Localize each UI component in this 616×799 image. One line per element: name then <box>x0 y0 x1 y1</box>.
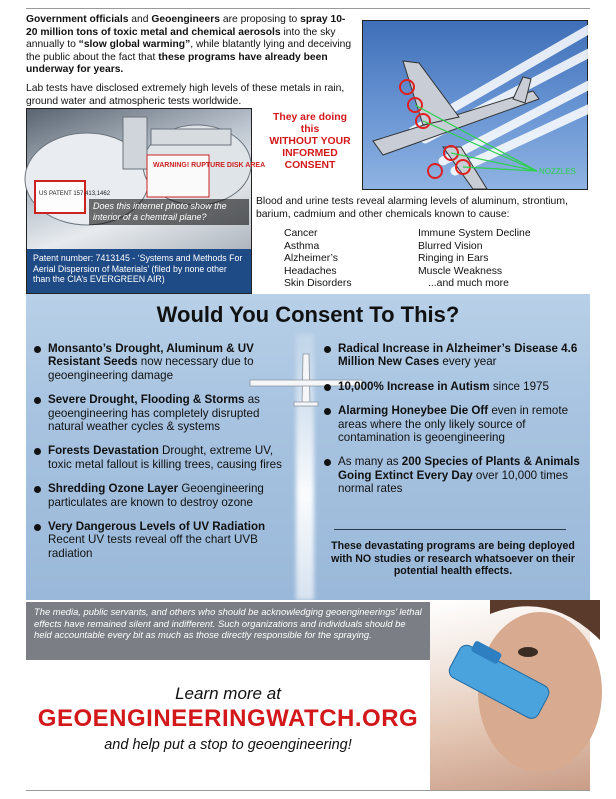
condition-item: Asthma <box>284 240 320 252</box>
intro-text-lying: , while blatantly lying and deceiving the public about the fact that <box>26 39 352 63</box>
bullet-text: Recent UV tests reveal off the chart UVB radiation <box>48 533 258 560</box>
list-item <box>34 342 292 382</box>
child-inhaler-photo <box>430 600 590 790</box>
intro-emphasis-underway: these programs have already been underway for years. <box>26 51 328 76</box>
left-bullet-list <box>34 342 292 571</box>
intro-paragraph-1 <box>26 14 356 77</box>
list-item <box>34 444 292 471</box>
condition-item: Ringing in Ears <box>418 253 489 265</box>
patent-tag-label: US PATENT 157,413,1462 <box>39 191 111 197</box>
child-illustration <box>430 600 590 790</box>
intro-emphasis-spray: spray 10-20 million tons of toxic metal and chemical aerosols <box>26 14 346 38</box>
conditions-list <box>284 228 584 291</box>
list-item <box>324 342 582 369</box>
band-divider <box>334 529 566 530</box>
consent-note-line-2: WITHOUT YOUR INFORMED CONSENT <box>269 136 351 171</box>
intro-text-annually: into the sky annually to <box>26 26 336 51</box>
condition-item: Alzheimer’s <box>284 253 338 265</box>
consent-note-line-1: They are doing this <box>273 112 347 135</box>
tank-photo <box>26 108 266 294</box>
tank-photo-question: Does this internet photo show the interior of a chemtrail plane? <box>89 199 249 225</box>
bullet-text: even in remote areas where the only likely source of contamination is geoengineering <box>338 404 569 445</box>
blood-tests-text: Blood and urine tests reveal alarming levels of aluminum, strontium, barium, cadmium and other chemicals known to cause: <box>256 196 568 220</box>
bullet-heading: 10,000% Increase in Autism <box>338 379 490 393</box>
intro-emphasis-geoengineers: Geoengineers <box>151 14 220 25</box>
intro-text <box>26 14 356 114</box>
consent-band <box>26 294 590 600</box>
accountability-note: The media, public servants, and others who should be acknowledging geoengineerings’ lethal effects have remained silent and indifferent. Such organizations and individuals should be held accountable every bit as much as those directly responsible for the spraying. <box>26 602 430 660</box>
intro-emphasis-officials: Government officials <box>26 14 129 25</box>
plane-photo <box>362 20 588 190</box>
list-item <box>324 380 582 393</box>
bullet-text: as geoengineering has completely disrupted natural weather cycles & systems <box>48 393 260 434</box>
bullet-text: since 1975 <box>489 379 549 393</box>
bullet-heading: Shredding Ozone Layer <box>48 482 179 496</box>
call-to-action: and help put a stop to geoengineering! <box>104 737 352 753</box>
consent-note <box>268 112 352 172</box>
band-title: Would You Consent To This? <box>156 302 460 327</box>
intro-text-and: and <box>128 14 152 25</box>
list-item <box>324 404 582 444</box>
bullet-prefix: As many as <box>338 455 402 469</box>
bullet-text: Drought, extreme UV, toxic metal fallout is killing trees, causing fires <box>48 444 282 471</box>
condition-item: Immune System Decline <box>418 228 531 239</box>
bullet-heading: Alarming Honeybee Die Off <box>338 404 489 418</box>
bottom-divider <box>26 790 590 791</box>
intro-text-proposing: are proposing to <box>220 14 301 25</box>
bullet-heading: Forests Devastation <box>48 444 159 458</box>
bullet-text: every year <box>439 355 497 369</box>
tank-warning-label: WARNING! RUPTURE DISK AREA <box>153 162 266 169</box>
condition-item: ...and much more <box>428 278 509 290</box>
intro-paragraph-2: Lab tests have disclosed extremely high levels of these metals in rain, ground water and atmospheric tests worldwide. <box>26 82 345 107</box>
bullet-text: now necessary due to geoengineering damage <box>48 355 254 382</box>
bullet-text: over 10,000 times normal rates <box>338 468 569 496</box>
condition-item: Headaches <box>284 265 337 277</box>
bullet-heading: Monsanto’s Drought, Aluminum & UV Resistant Seeds <box>48 342 254 369</box>
tank-photo-caption: Patent number: 7413145 - ‘Systems and Methods For Aerial Dispersion of Materials’ (filed by none other than the CIA’s EVERGREEN AIR) <box>27 249 251 293</box>
learn-more-text: Learn more at <box>175 684 281 703</box>
condition-item: Muscle Weakness <box>418 265 503 277</box>
bullet-heading: Severe Drought, Flooding & Storms <box>48 393 245 407</box>
bullet-text: Geoengineering particulates are known to destroy ozone <box>48 482 264 509</box>
list-item <box>324 455 582 495</box>
nozzles-label: NOZZLES <box>539 167 576 176</box>
website-link[interactable]: GEOENGINEERINGWATCH.ORG <box>37 705 419 732</box>
no-studies-warning: These devastating programs are being deployed with NO studies or research whatsoever on their potential health effects. <box>331 540 575 578</box>
condition-item: Blurred Vision <box>418 240 483 252</box>
right-bullet-list <box>324 342 582 507</box>
bullet-heading: 200 Species of Plants & Animals Going Extinct Every Day <box>338 455 580 482</box>
condition-item: Cancer <box>284 228 318 239</box>
condition-item: Skin Disorders <box>284 278 352 290</box>
plane-illustration <box>363 21 589 191</box>
list-item <box>34 393 292 433</box>
top-divider <box>26 8 590 9</box>
bullet-heading: Radical Increase in Alzheimer’s Disease 4.6 Million New Cases <box>338 342 578 369</box>
list-item <box>34 482 292 509</box>
bullet-heading: Very Dangerous Levels of UV Radiation <box>48 520 266 534</box>
intro-emphasis-slow-warming: “slow global warming” <box>78 39 191 51</box>
list-item <box>34 520 292 560</box>
